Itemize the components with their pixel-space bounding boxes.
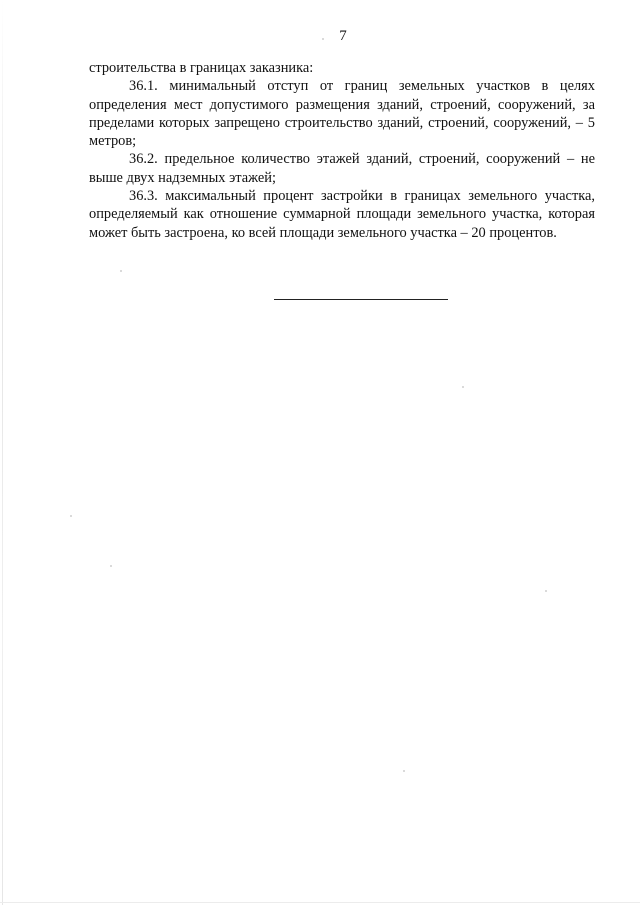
scan-left-edge [2,0,3,905]
scan-speck [110,565,112,567]
scan-speck [322,38,324,40]
paragraph-36-1: 36.1. минимальный отступ от границ земельных участков в целях определения мест допустимого размещения зданий, строений, сооружений, за пределами которых запрещено строительство зданий, строений, сооружений, – 5 метров; [89,78,595,150]
page-number: 7 [339,28,347,44]
paragraph-36-3: 36.3. максимальный процент застройки в границах земельного участка, определяемый как отношение суммарной площади земельного участка, которая может быть застроена, ко всей площади земельного участка – 20 процентов. [89,188,595,241]
end-of-text-rule [274,299,448,300]
scan-speck [70,515,72,517]
scan-speck [403,770,405,772]
paragraph-continuation: строительства в границах заказника: [89,60,314,76]
paragraph-36-2: 36.2. предельное количество этажей зданий, строений, сооружений – не выше двух надземных этажей; [89,151,595,186]
scan-bottom-edge [0,902,640,903]
scan-speck [120,270,122,272]
document-body [89,59,595,242]
scan-speck [462,386,464,388]
scan-speck [545,590,547,592]
